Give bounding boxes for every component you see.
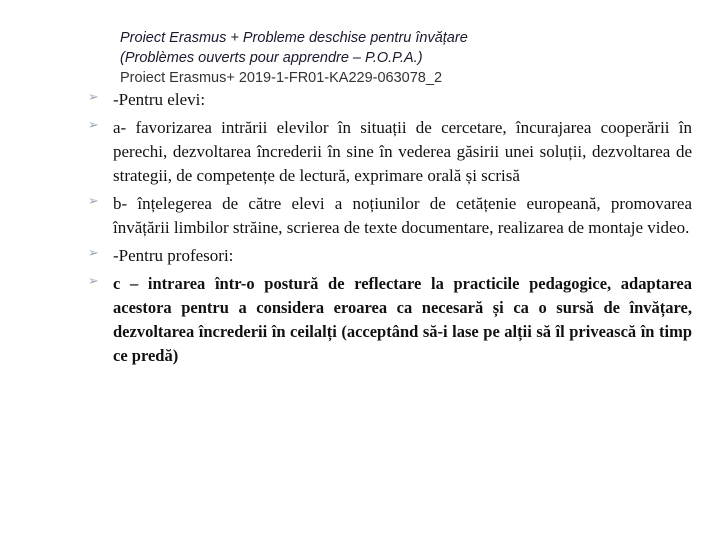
arrow-bullet-icon: ➢ <box>88 118 99 133</box>
list-item <box>88 88 692 112</box>
list-item-text: c – intrarea într-o postură de reflectare la practicile pedagogice, adaptarea acestora pentru a considera eroarea ca necesară și ca o sursă de învățare, dezvoltarea încrederii în ceilalți (acceptând să-i lase pe alții să îl privească în timp ce predă) <box>113 274 692 365</box>
list-item-text: -Pentru elevi: <box>113 90 206 109</box>
arrow-bullet-icon: ➢ <box>88 274 99 289</box>
bullet-list <box>88 88 692 372</box>
list-item-text: b- înțelegerea de către elevi a noțiunilor de cetățenie europeană, promovarea învățării limbilor străine, scrierea de texte documentare, realizarea de montaje video. <box>113 194 692 237</box>
header-title: Proiect Erasmus + Probleme deschise pentru învățare <box>120 30 468 46</box>
arrow-bullet-icon: ➢ <box>88 246 99 261</box>
header-subtitle: (Problèmes ouverts pour apprendre – P.O.P.A.) <box>120 50 423 66</box>
arrow-bullet-icon: ➢ <box>88 194 99 209</box>
list-item <box>88 244 692 268</box>
list-item <box>88 116 692 188</box>
slide-header <box>120 28 680 88</box>
list-item-text: -Pentru profesori: <box>113 246 234 265</box>
list-item <box>88 192 692 240</box>
header-project-code: Proiect Erasmus+ 2019-1-FR01-KA229-063078_2 <box>120 70 443 86</box>
list-item-text: a- favorizarea intrării elevilor în situații de cercetare, încurajarea cooperării în perechi, dezvoltarea încrederii în sine în vederea găsirii unei soluții, dezvoltarea de strategii, de competențe de lectură, exprimare orală și scrisă <box>113 118 692 185</box>
list-item <box>88 272 692 368</box>
arrow-bullet-icon: ➢ <box>88 90 99 105</box>
